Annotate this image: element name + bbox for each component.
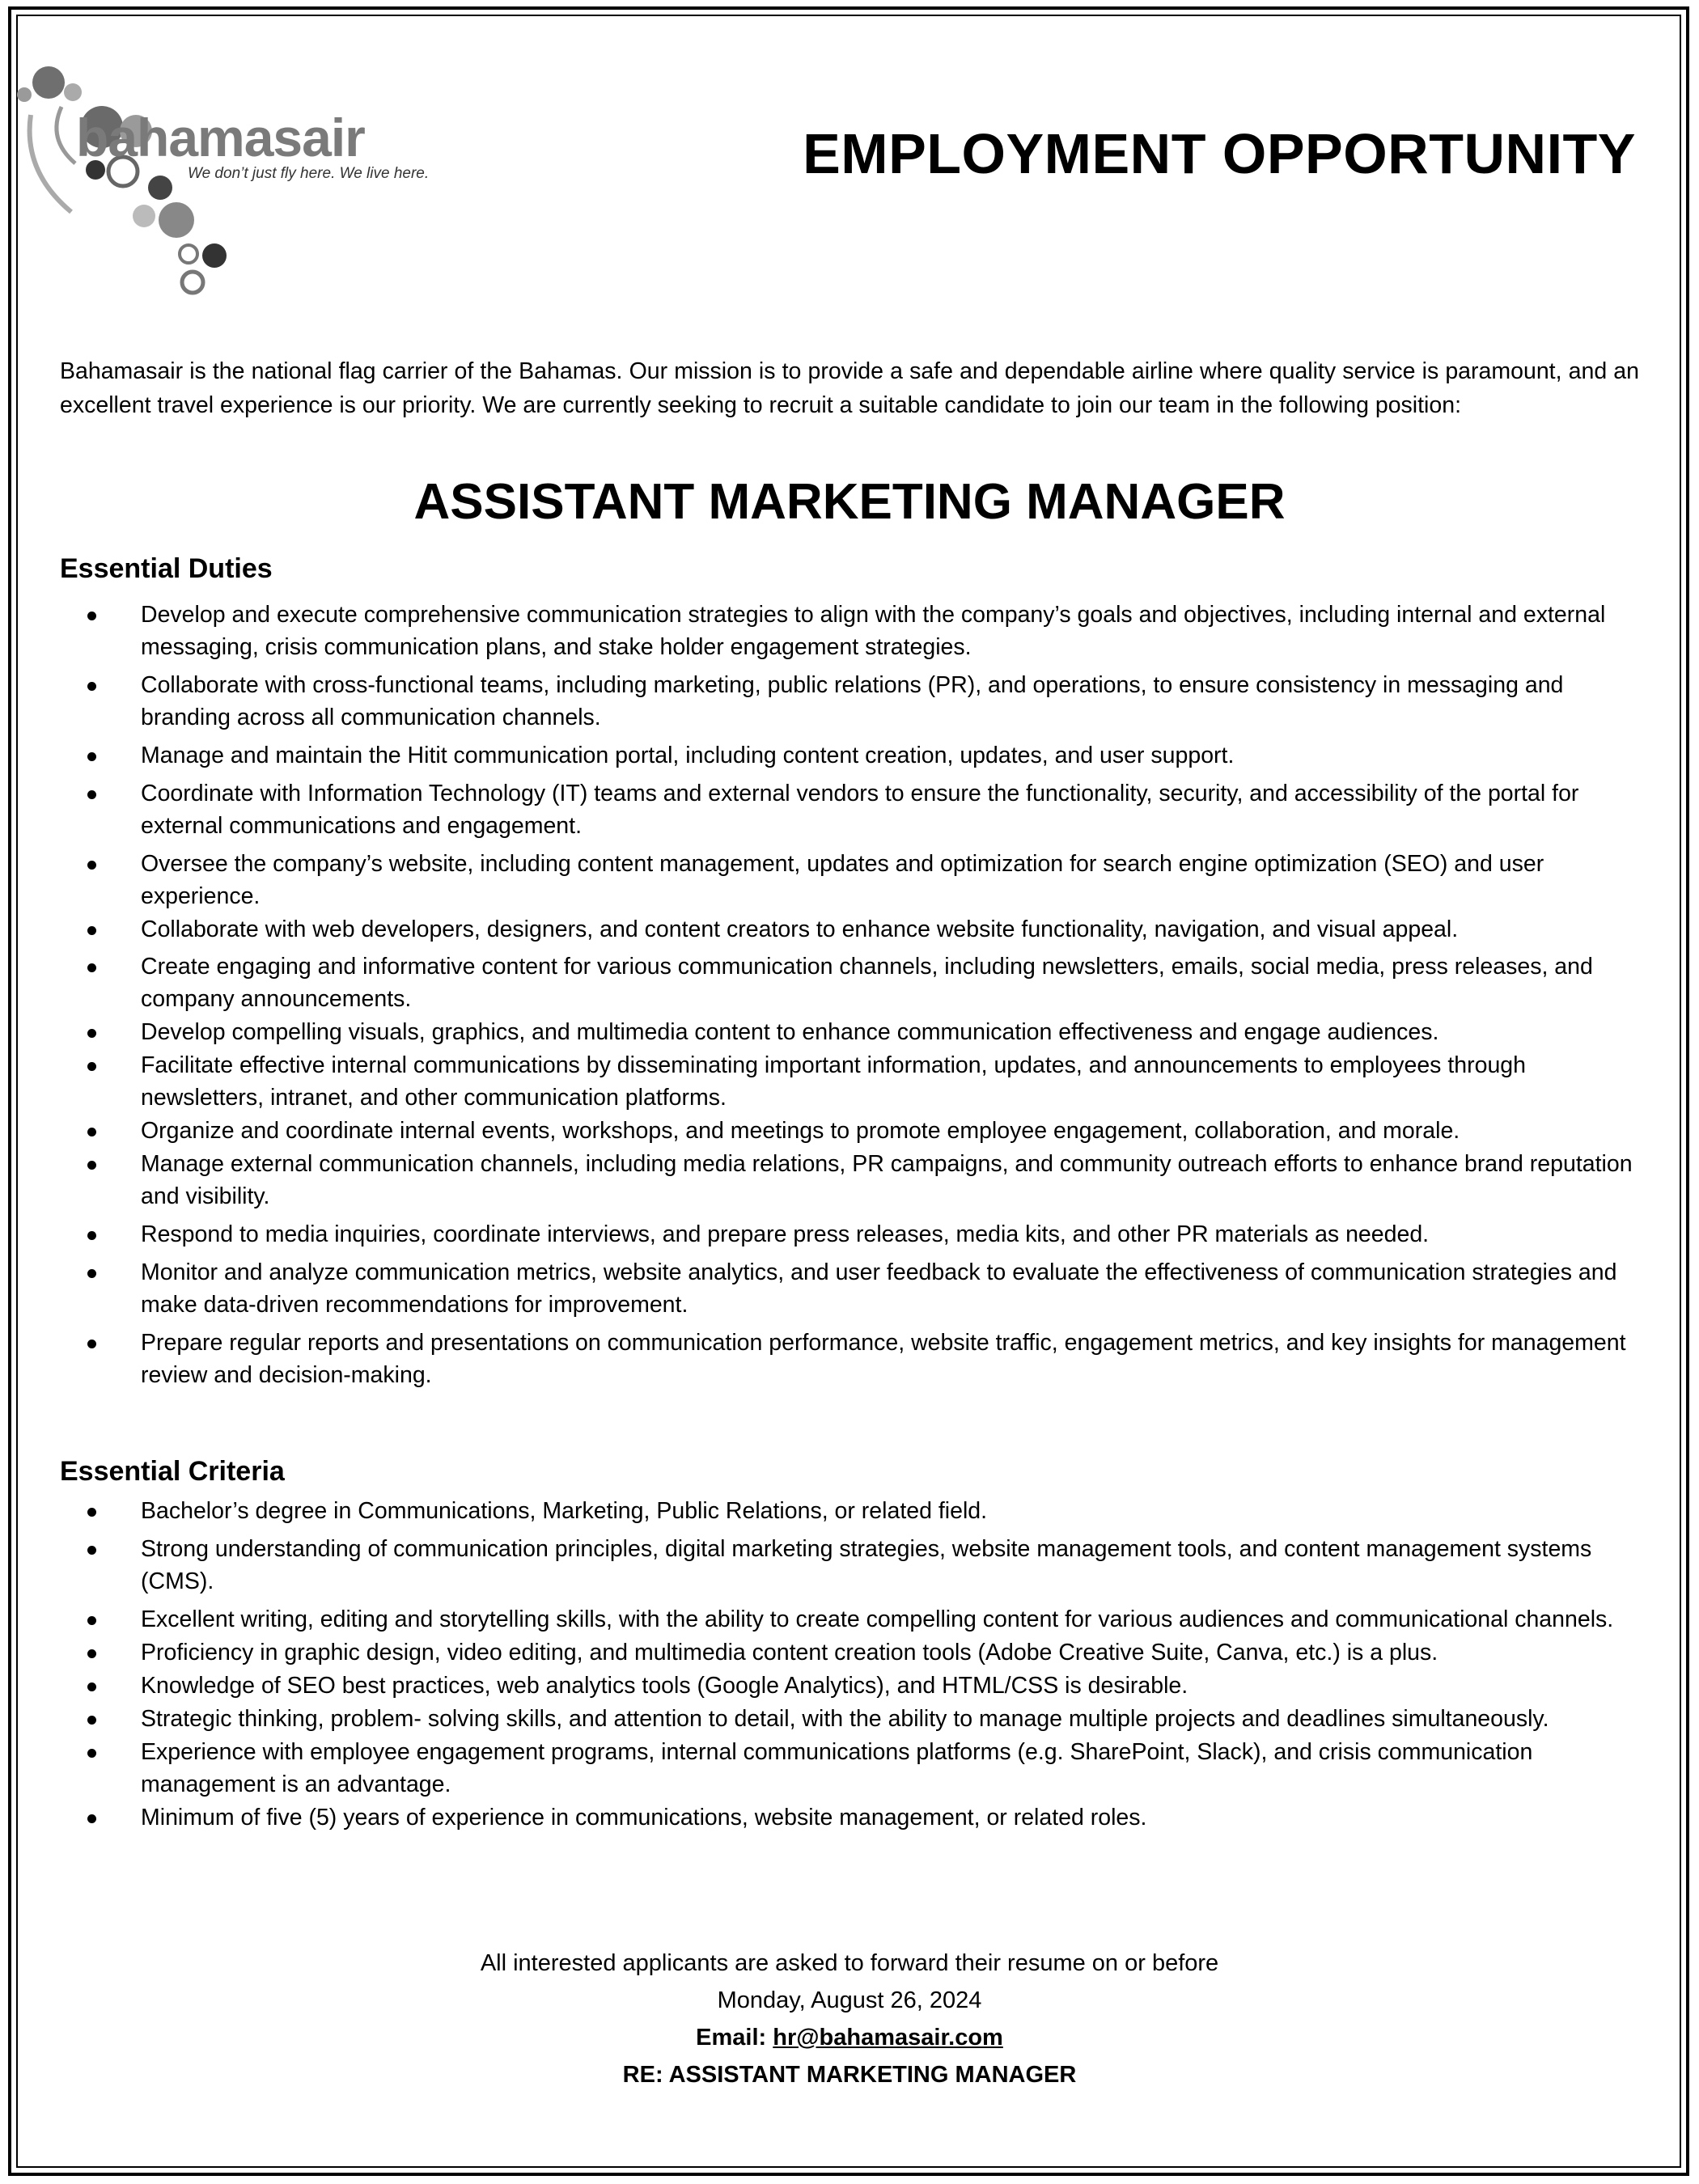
bullet-item: [60, 1495, 1646, 1527]
bullet-dot-icon: [87, 1161, 96, 1170]
bullet-item: [60, 1115, 1646, 1147]
bullet-dot-icon: [87, 1616, 96, 1625]
bullet-dot-icon: [87, 861, 96, 870]
bullet-item: [60, 1670, 1646, 1702]
bullet-text: Collaborate with cross-functional teams, including marketing, public relations (PR), and operations, to ensure consistency in messaging and branding across all communication channels.: [141, 672, 1564, 730]
closing-block: [0, 1945, 1699, 2093]
bullet-dot-icon: [87, 1269, 96, 1278]
bullet-text: Minimum of five (5) years of experience in communications, website management, or related roles.: [141, 1805, 1147, 1831]
re-line: RE: ASSISTANT MARKETING MANAGER: [622, 2062, 1077, 2088]
email-label: Email:: [696, 2025, 767, 2051]
bullet-dot-icon: [87, 963, 96, 972]
bullet-text: Create engaging and informative content for various communication channels, including newsletters, emails, social media, press releases, and company announcements.: [141, 954, 1593, 1012]
bullet-item: [60, 1218, 1646, 1251]
bullet-text: Respond to media inquiries, coordinate interviews, and prepare press releases, media kits, and other PR materials as needed.: [141, 1221, 1430, 1247]
bullet-dot-icon: [87, 1231, 96, 1240]
duties-list: [60, 599, 1646, 1391]
bullet-item: [60, 1049, 1646, 1114]
bullet-item: [60, 1148, 1646, 1213]
bullet-text: Strategic thinking, problem- solving skills, and attention to detail, with the ability to manage multiple projects and deadlines simultaneously.: [141, 1706, 1549, 1732]
bullet-text: Knowledge of SEO best practices, web analytics tools (Google Analytics), and HTML/CSS is desirable.: [141, 1673, 1188, 1699]
bullet-dot-icon: [87, 926, 96, 935]
bullet-item: [60, 1603, 1646, 1636]
bullet-item: [60, 1636, 1646, 1669]
logo-wordmark: bahamasair: [76, 108, 365, 167]
bullet-item: [60, 1801, 1646, 1834]
bullet-text: Proficiency in graphic design, video editing, and multimedia content creation tools (Adobe Creative Suite, Canva, etc.) is a plus.: [141, 1640, 1438, 1666]
bullet-text: Prepare regular reports and presentations on communication performance, website traffic, engagement metrics, and key insights for management review and decision-making.: [141, 1330, 1626, 1388]
bullet-dot-icon: [87, 1062, 96, 1071]
bullet-dot-icon: [87, 1546, 96, 1555]
bullet-text: Monitor and analyze communication metrics, website analytics, and user feedback to evaluate the effectiveness of communication strategies and make data-driven recommendations for improvement.: [141, 1259, 1617, 1318]
criteria-heading: Essential Criteria: [60, 1456, 285, 1487]
bullet-item: [60, 1327, 1646, 1391]
bahamasair-logo: [15, 50, 468, 309]
criteria-list: [60, 1495, 1646, 1834]
bullet-item: [60, 669, 1646, 734]
bullet-item: [60, 950, 1646, 1015]
bullet-dot-icon: [87, 790, 96, 799]
intro-paragraph: Bahamasair is the national flag carrier of the Bahamas. Our mission is to provide a safe and dependable airline where quality service is paramount, and an excellent travel experience is our priority. We are currently seeking to recruit a suitable candidate to join our team in the following position:: [60, 358, 1639, 418]
bullet-item: [60, 1736, 1646, 1801]
bullet-dot-icon: [87, 1649, 96, 1658]
logo-tagline: We don’t just fly here. We live here.: [188, 165, 430, 182]
bullet-text: Coordinate with Information Technology (IT) teams and external vendors to ensure the functionality, security, and accessibility of the portal for external communications and engagement.: [141, 781, 1579, 839]
bullet-dot-icon: [87, 1340, 96, 1348]
bullet-text: Collaborate with web developers, designers, and content creators to enhance website functionality, navigation, and visual appeal.: [141, 916, 1459, 942]
bullet-dot-icon: [87, 1128, 96, 1136]
bullet-text: Organize and coordinate internal events, workshops, and meetings to promote employee engagement, collaboration, and morale.: [141, 1118, 1460, 1144]
bullet-item: [60, 1256, 1646, 1321]
bullet-dot-icon: [87, 612, 96, 620]
duties-heading: Essential Duties: [60, 553, 273, 584]
bullet-item: [60, 1533, 1646, 1598]
bullet-text: Bachelor’s degree in Communications, Marketing, Public Relations, or related field.: [141, 1498, 988, 1524]
bullet-item: [60, 599, 1646, 663]
bullet-dot-icon: [87, 1029, 96, 1038]
bullet-text: Manage external communication channels, including media relations, PR campaigns, and community outreach efforts to enhance brand reputation and visibility.: [141, 1151, 1633, 1209]
bullet-text: Strong understanding of communication principles, digital marketing strategies, website management tools, and content management systems (CMS).: [141, 1536, 1592, 1594]
bullet-text: Experience with employee engagement programs, internal communications platforms (e.g. SharePoint, Slack), and crisis communication management is an advantage.: [141, 1739, 1533, 1797]
bullet-dot-icon: [87, 1508, 96, 1517]
job-title: ASSISTANT MARKETING MANAGER: [413, 474, 1286, 530]
bullet-dot-icon: [87, 1749, 96, 1758]
email-link[interactable]: hr@bahamasair.com: [773, 2025, 1003, 2051]
bullet-item: [60, 739, 1646, 772]
bullet-dot-icon: [87, 752, 96, 761]
bullet-text: Develop and execute comprehensive communication strategies to align with the company’s goals and objectives, including internal and external messaging, crisis communication plans, and stake holder engagement strategies.: [141, 602, 1606, 660]
bullet-dot-icon: [87, 1716, 96, 1725]
page-headline: EMPLOYMENT OPPORTUNITY: [803, 122, 1636, 185]
bullet-dot-icon: [87, 682, 96, 691]
bullet-item: [60, 777, 1646, 842]
bullet-item: [60, 848, 1646, 912]
closing-deadline: Monday, August 26, 2024: [717, 1987, 982, 2013]
bullet-text: Manage and maintain the Hitit communication portal, including content creation, updates, and user support.: [141, 743, 1235, 768]
bullet-item: [60, 913, 1646, 946]
bullet-text: Excellent writing, editing and storytelling skills, with the ability to create compelling content for various audiences and communicational channels.: [141, 1606, 1614, 1632]
bullet-text: Facilitate effective internal communications by disseminating important information, updates, and announcements to employees through newsletters, intranet, and other communication platforms.: [141, 1052, 1527, 1111]
bullet-dot-icon: [87, 1814, 96, 1823]
bullet-dot-icon: [87, 1682, 96, 1691]
bullet-item: [60, 1703, 1646, 1735]
bullet-text: Develop compelling visuals, graphics, and multimedia content to enhance communication effectiveness and engage audiences.: [141, 1019, 1439, 1045]
bullet-text: Oversee the company’s website, including content management, updates and optimization for search engine optimization (SEO) and user experience.: [141, 851, 1544, 909]
closing-instruction: All interested applicants are asked to forward their resume on or before: [480, 1950, 1219, 1976]
bullet-item: [60, 1016, 1646, 1048]
